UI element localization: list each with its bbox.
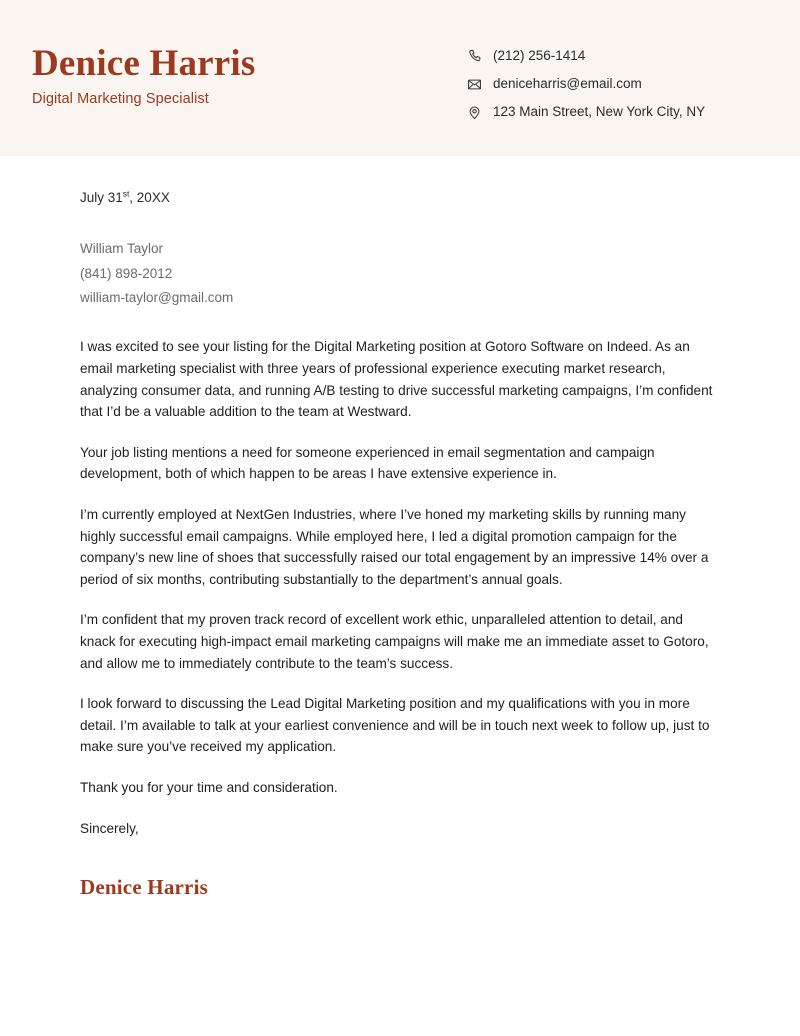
letter-date [80, 188, 716, 208]
contact-phone [463, 42, 705, 70]
letter-paragraph: I’m confident that my proven track record of excellent work ethic, unparalleled attention to detail, and knack for executing high-impact email marketing campaigns will make me an immediate asset to Gotoro, and allow me to immediately contribute to the team’s success. [80, 612, 709, 671]
letter-paragraph: I look forward to discussing the Lead Digital Marketing position and my qualifications with you in more detail. I’m available to talk at your earliest convenience and will be in touch next week to follow up, just to make sure you’ve received my application. [80, 696, 710, 755]
contact-email [463, 70, 705, 98]
recipient-phone: (841) 898-2012 [80, 265, 173, 281]
recipient-email: william-taylor@gmail.com [80, 290, 234, 306]
applicant-job-title: Digital Marketing Specialist [32, 90, 209, 107]
date-year: , 20XX [129, 190, 170, 205]
contact-address [463, 98, 705, 126]
contact-email-label: deniceharris@email.com [493, 76, 642, 92]
date-prefix: July 31 [80, 190, 123, 205]
letter-paragraph: I’m currently employed at NextGen Industries, where I’ve honed my marketing skills by running many highly successful email campaigns. While employed here, I led a digital promotion campaign for the company’s new line of shoes that successfully raised our total engagement by an impressive 14% over a period of six months, contributing substantially to the department’s annual goals. [80, 507, 709, 587]
letter-paragraph: Your job listing mentions a need for someone experienced in email segmentation and campaign development, both of which happen to be areas I have extensive experience in. [80, 444, 655, 482]
header-identity-block [32, 44, 256, 107]
signature: Denice Harris [80, 875, 208, 900]
contact-address-label: 123 Main Street, New York City, NY [493, 104, 706, 120]
contact-phone-label: (212) 256-1414 [493, 48, 586, 64]
applicant-name: Denice Harris [32, 43, 256, 84]
letter-paragraph: I was excited to see your listing for the Digital Marketing position at Gotoro Software on Indeed. As an email marketing specialist with three years of professional experience executing market research, analyzing consumer data, and running A/B testing to drive successful marketing campaigns, I’m confident that I’d be a valuable addition to the team at Westward. [80, 339, 713, 420]
letter-closing-salutation: Sincerely, [80, 820, 139, 836]
contact-list [463, 42, 705, 126]
letter-closing-thanks: Thank you for your time and consideration. [80, 779, 338, 795]
recipient-block [80, 237, 716, 310]
recipient-name: William Taylor [80, 241, 164, 257]
date-ordinal-suffix: st [122, 188, 130, 199]
letter-body [80, 188, 716, 900]
phone-icon [463, 45, 485, 67]
letter-header [0, 0, 800, 156]
location-pin-icon [463, 101, 485, 123]
envelope-icon [463, 73, 485, 95]
